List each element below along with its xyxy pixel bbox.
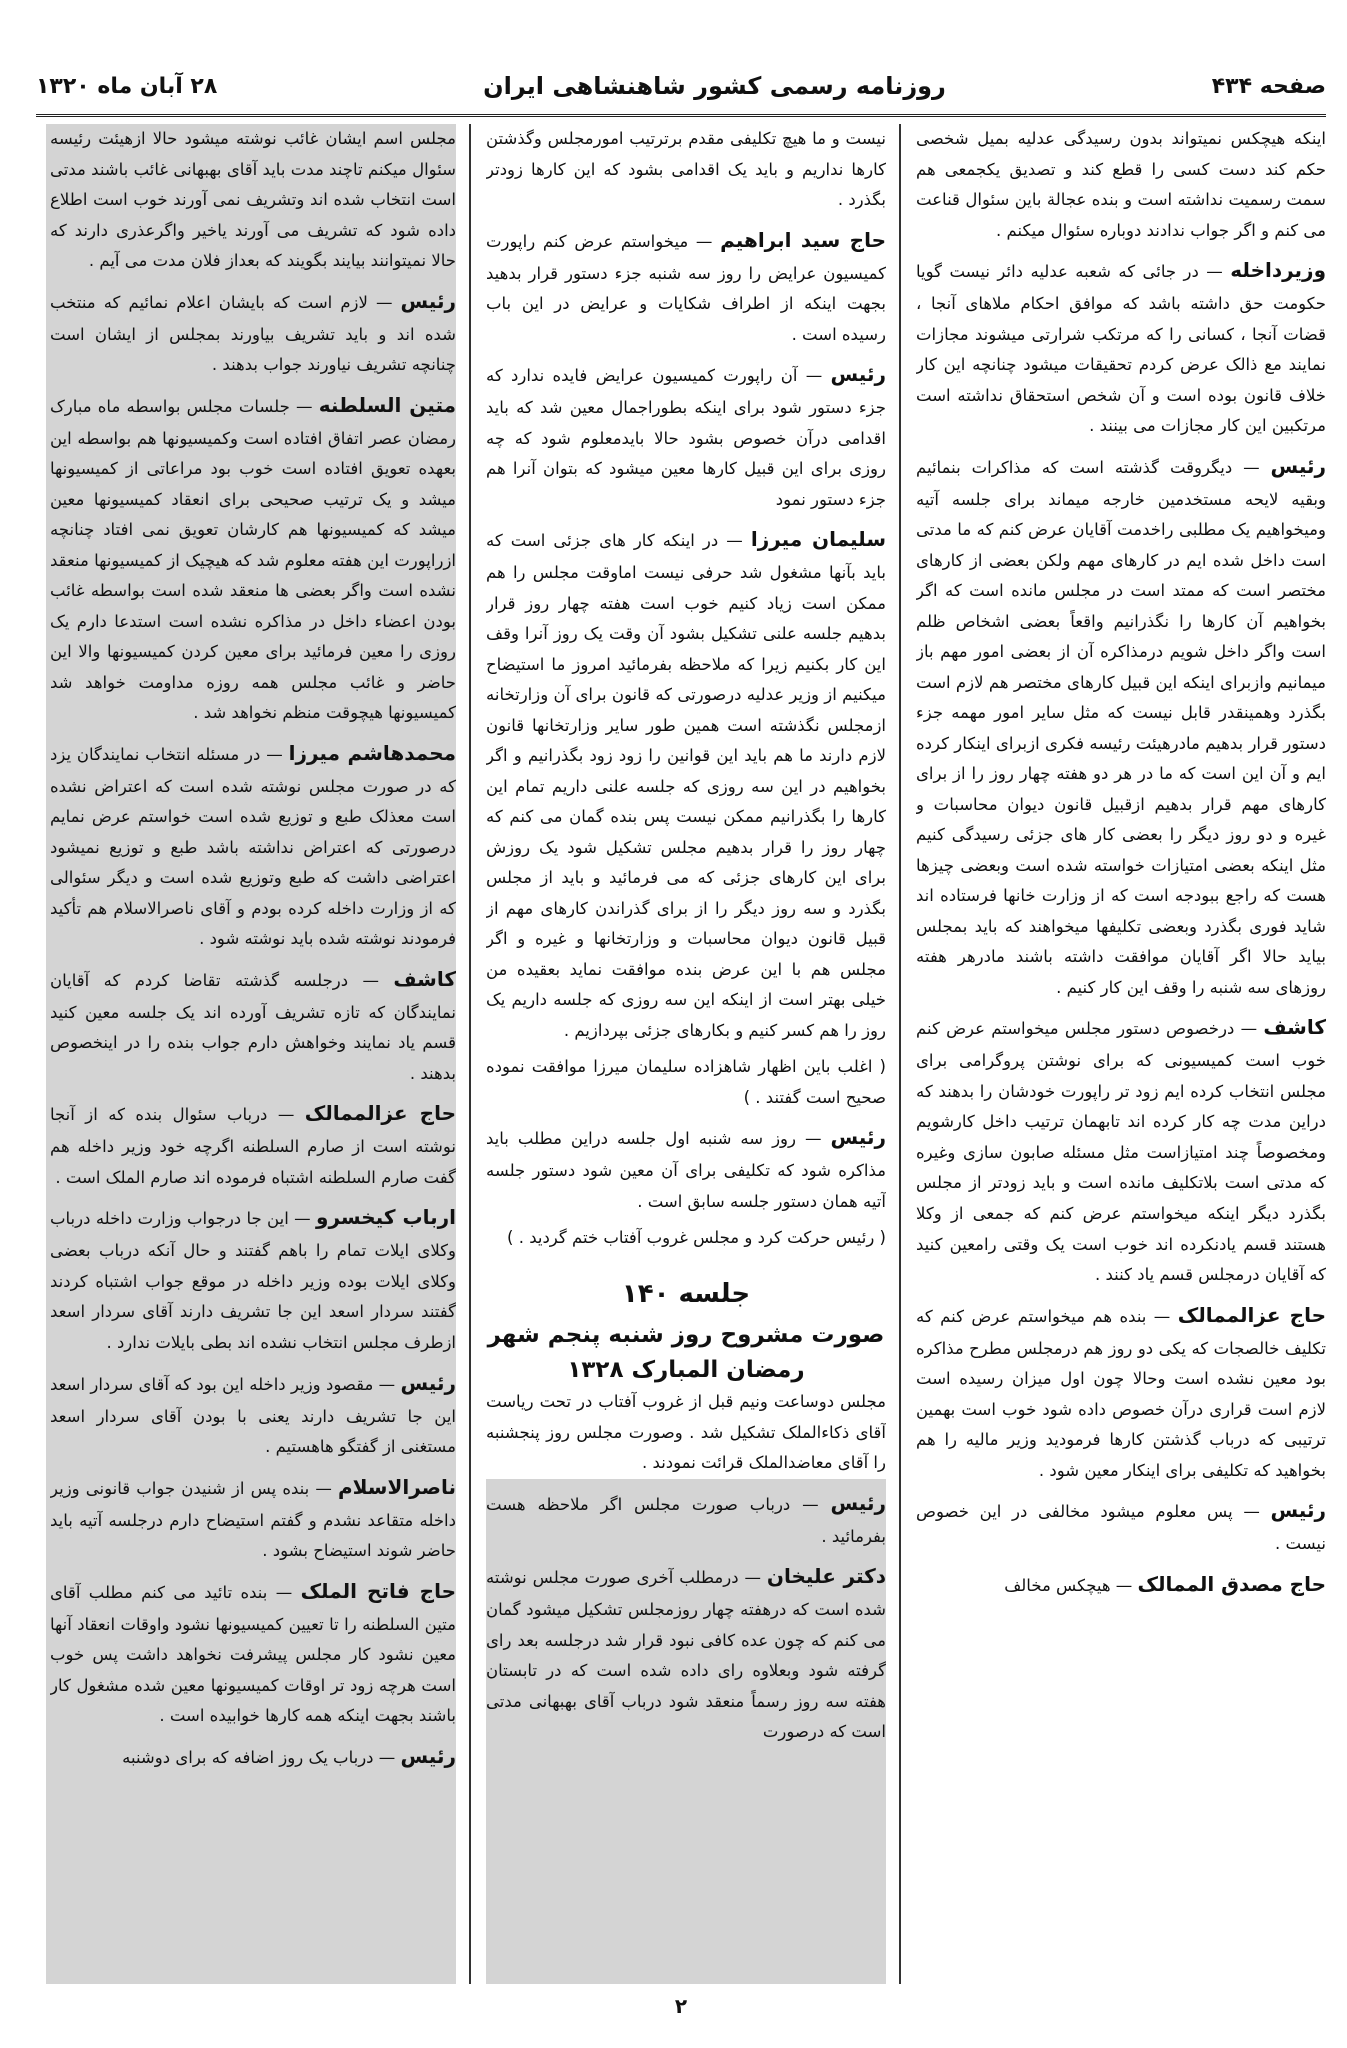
paragraph (486, 1387, 886, 1479)
paragraph (916, 448, 1326, 1004)
column-middle-text (486, 124, 886, 1254)
session-text (486, 1387, 886, 1748)
paragraph (50, 387, 456, 729)
session-title: صورت مشروح روز شنبه پنجم شهر رمضان المبارک ۱۳۲۸ (487, 1322, 885, 1383)
paragraph-text: — درباب یک روز اضافه که برای دوشنبه (122, 1747, 396, 1767)
issue-date: ۲۸ آبان ماه ۱۳۲۰ (36, 73, 218, 99)
paragraph-text: — لازم است که بایشان اعلام نمائیم که منتخب شده اند و باید تشریف بیاورند بمجلس از ایشان است چنانچه تشریف نیاورند جواب بدهند . (50, 292, 456, 375)
paragraph-text: — بنده پس از شنیدن جواب قانونی وزیر داخله متقاعد نشدم و گفتم استیضاح دارم درجلسه آتیه باید حاضر شوند استیضاح بشود . (50, 1478, 456, 1561)
paragraph (50, 1738, 456, 1775)
session-heading (486, 1260, 886, 1387)
paragraph (50, 735, 456, 955)
session-number: جلسه ۱۴۰ (621, 1278, 751, 1309)
page-label: صفحه ۴۳۴ (1211, 73, 1326, 99)
paragraph-text: ( رئیس حرکت کرد و مجلس غروب آفتاب ختم گردید . ) (507, 1228, 886, 1248)
paragraph (486, 1119, 886, 1217)
paragraph (50, 1365, 456, 1463)
speaker-name: ناصرالاسلام (337, 1474, 456, 1499)
paragraph (50, 1199, 456, 1358)
speaker-name: رئیس (400, 1743, 456, 1768)
speaker-name: رئیس (1270, 453, 1326, 478)
paragraph (50, 124, 456, 277)
paragraph (486, 1223, 886, 1254)
column-divider (899, 124, 901, 1984)
page-number: ۲ (674, 1994, 688, 2018)
paragraph (916, 1566, 1326, 1603)
paragraph (50, 961, 456, 1090)
paragraph-text: — در جائی که شعبه عدلیه دائر نیست گویا حکومت حق داشته باشد که موافق احکام ملاهای آنجا ، قضات آنجا ، کسانی را که مرتکب شرارتی میشوند مجازات نمایند مع ذالک عرض کردم تحقیقات میشود چنانچه این کار خلاف قانون بوده است و آن شخص استحقاق نداشته است مرتکبین این کار مجازات می بینند . (916, 262, 1326, 436)
paragraph (916, 124, 1326, 246)
paragraph-text: ( اغلب باین اظهار شاهزاده سلیمان میرزا موافقت نموده صحیح است گفتند . ) (486, 1057, 886, 1107)
speaker-name: رئیس (830, 362, 886, 387)
column-right (916, 124, 1326, 1994)
speaker-name: رئیس (400, 288, 456, 313)
speaker-name: حاج مصدق الممالک (1137, 1571, 1326, 1596)
paragraph (50, 283, 456, 381)
speaker-name: رئیس (1270, 1498, 1326, 1523)
paragraph-text: — میخواستم عرض کنم راپورت کمیسیون عرایض را روز سه شنبه جزء دستور قرار بدهید بجهت اینکه از اطراف شکایات و عرایض در این باب رسیده است . (486, 231, 886, 344)
paragraph-text: — بنده تائید می کنم مطلب آقای متین السلطنه را تا تعیین کمیسیونها نشود واوقات انعقاد آنها معین نشود کار مجلس پیشرفت نخواهد داشت پس خوب است هرچه زود تر اوقات کمیسیونها معین شده مشغول کار باشند بجهت اینکه همه کارها خوابیده است . (50, 1582, 456, 1726)
speaker-name: دکتر علیخان (766, 1564, 886, 1589)
speaker-name: سلیمان میرزا (750, 527, 886, 552)
paragraph (486, 222, 886, 351)
paragraph-text: — این جا درجواب وزارت داخله درباب وکلای ایلات تمام را باهم گفتند و حال آنکه درباب بعضی وکلای ایلات بوده وزیر داخله در موقع جواب اشتباه کردند گفتند سردار اسعد این جا تشریف دارند آقای سردار اسعد ازطرف مجلس انتخاب نشده اند بطی بایلات ندارد . (50, 1209, 456, 1352)
paragraph-text: — جلسات مجلس بواسطه ماه مبارک رمضان عصر اتفاق افتاده است وکمیسیونها هم بواسطه این بعهده تعویق افتاده است خوب بود مراعاتی از کمیسیونها میشد و یک ترتیب صحیحی برای انعقاد کمیسیونها معین میشد که کمیسیونها هم کارشان تعویق نمی افتاد چنانچه ازراپورت این هفته معلوم شد که هیچیک از کمیسیونها منعقد نشده است واگر بعضی ها منعقد شده است بواسطه غائب بودن اعضاء داخل در مذاکره نشده است استدعا دارم یک روزی را معین فرمائید برای معین کردن کمیسیونها والا این حاضر و غائب مجلس همه روزه مداومت خواهد شد کمیسیونها هیچوقت منظم نخواهد شد . (50, 396, 456, 723)
paragraph-text: — آن راپورت کمیسیون عرایض فایده ندارد که جزء دستور شود برای اینکه بطوراجمال معین شد که باید اقدامی درآن خصوص بشود حالا بایدمعلوم شود که چه روزی برای این قبیل کارها معین میشود که بتوان آنرا هم جزء دستور نمود (486, 366, 886, 509)
newspaper-title: روزنامه رسمی کشور شاهنشاهی ایران (483, 72, 946, 100)
column-left (50, 124, 456, 1994)
paragraph-text: مجلس اسم ایشان غائب نوشته میشود حالا ازهیئت رئیسه سئوال میکنم تاچند مدت باید آقای بهبهانی غائب باشند مدتی است انتخاب شده اند وتشریف نمی آورند خوب است اطلاع داده شود که تشریف می آورند یاخیر واگرعذری دارند که حالا نمیتوانند بیایند بگویند که بعداز فلان مدت می آیم . (50, 129, 456, 271)
paragraph-text: — مقصود وزیر داخله این بود که آقای سردار اسعد این جا تشریف دارند یعنی با بودن آقای سردار اسعد مستغنی از گفتگو هاهستیم . (50, 1374, 456, 1457)
paragraph (50, 1469, 456, 1567)
paragraph-text: — بنده هم میخواستم عرض کنم که تکلیف خالصجات که یکی دو روز هم درمجلس مطرح مذاکره بود معین نشده است وحالا چون اول میزان رسیده است لازم است قراری درآن خصوص داده شود خوب است بهمین ترتیبی که درباب گذشتن کارها فرمودید وزیر مالیه را هم بخواهید که تکلیفی برای اینکار معین شود . (916, 1306, 1326, 1480)
paragraph (50, 1095, 456, 1193)
speaker-name: رئیس (400, 1370, 456, 1395)
paragraph (916, 1009, 1326, 1290)
speaker-name: رئیس (830, 1125, 886, 1150)
paragraph-text: — هیچکس مخالف (1004, 1575, 1133, 1595)
paragraph-text: نیست و ما هیچ تکلیفی مقدم برترتیب امورمجلس وگذشتن کارها نداریم و باید یک اقدامی بشود که این کارها زودتر بگذرد . (486, 129, 886, 210)
paragraph-text: — پس معلوم میشود مخالفی در این خصوص نیست . (916, 1502, 1326, 1554)
paragraph-text: — دیگروقت گذشته است که مذاکرات بنمائیم وبقیه لایحه مستخدمین خارجه میماند برای جلسه آتیه ومیخواهیم یک مطلبی راخدمت آقایان عرض کنم که ما مدتی است داخل شده ایم در کارهای مهم ولکن بعضی از کارهای مختصر است که ممتد است در مجلس مانده است که اگر بخواهیم آن کارها را نگذرانیم واقعاً بعضی اشخاص ظلم است واگر داخل شویم درمذاکره آن از بعضی امور مهم باز میمانیم وازبرای اینکه این قبیل کارهای مختصر هم لازم است بگذرد وهمینقدر قابل نیست که مثل سایر امور مهمه جزء دستور قرار بدهیم مادرهیئت رئیسه فکری ازبرای اینکار کرده ایم و آن این است که ما در هر دو هفته چهار روز را از برای کارهای مهم قرار بدهیم ازقبیل قانون دیوان محاسبات و غیره و دو روز دیگر را بعضی کار های جزئی رسیدگی کنیم مثل اینکه بعضی امتیازات خواسته شده است وبعضی چیزها هست که راجع ببودجه است که از وزارت خانها فرستاده اند شاید فوری بگذرد وبعضی تکلیفها میخواهند که باید بمجلس بیاید حالا اگر آقایان موافقت داشته باشند مادرهر هفته روزهای سه شنبه را وقف این کار کنیم . (916, 457, 1326, 997)
paragraph (486, 1052, 886, 1113)
paragraph (486, 124, 886, 216)
paragraph-text: — درخصوص دستور مجلس میخواستم عرض کنم خوب است کمیسیونی که برای نوشتن پروگرامی برای مجلس انتخاب کرده ایم زود تر راپورت خودشان را بدهند که دراین مدت چه کار کرده اند تابهمان ترتیب داخل کارشویم ومخصوصاً چند امتیازاست مثل مسئله صابون سازی وغیره که مدتی است بلاتکلیف مانده است و باید زودتر از مجلس بگذرد دیگر اینکه میخواستم عرض کنم که جمعی از وکلا هستند قسم یادنکرده اند خوب است یک وقتی رامعین کنید که آقایان درمجلس قسم یاد کنند . (916, 1019, 1326, 1285)
paragraph (486, 1558, 886, 1748)
paragraph-text: مجلس دوساعت ونیم قبل از غروب آفتاب در تحت ریاست آقای ذکاءالملک تشکیل شد . وصورت مجلس روز پنجشنبه را آقای معاضدالملک قرائت نمودند . (486, 1392, 886, 1473)
paragraph-text: — درباب سئوال بنده که از آنجا نوشته است از صارم السلطنه اگرچه خود وزیر داخله هم گفت صارم السلطنه اشتباه فرموده اند صارم الملک است . (50, 1105, 456, 1187)
paragraph-text: — در اینکه کار های جزئی است که باید بآنها مشغول شد حرفی نیست اماوقت مجلس را هم ممکن است زیاد کنیم خوب است هفته چهار روز قرار بدهیم جلسه علنی تشکیل بشود آن وقت یک روز آنرا وقف این کار بکنیم زیرا که ملاحظه بفرمائید امروز ما استیضاح میکنیم از وزیر عدلیه درصورتی که قانون برای آن وزارتخانه ازمجلس نگذشته است همین طور سایر وزارتخانها قانون لازم دارند ما هم باید این قوانین را زود زود بگذرانیم و اگر بخواهیم در این سه روزی که جلسه علنی داریم تمام این کارها را بگذرانیم ممکن نیست پس بنده گمان می کنم که چهار روز را قرار بدهیم مجلس تشکیل شود یک روزش برای این کارهای جزئی که می فرمائید و باید از مجلس بگذرد و سه روز دیگر را از برای گذراندن کارهای مهم از قبیل قانون دیوان محاسبات و وزارتخانها و غیره و اگر مجلس هم با این عرض بنده موافقت نماید بعقیده من خیلی بهتر است از اینکه این سه روزی که جلسه داریم یک روز را هم کسر کنیم و بکارهای جزئی بپردازیم . (486, 531, 886, 1040)
speaker-name: حاج سید ابراهیم (720, 227, 886, 252)
paragraph-text: — در مسئله انتخاب نمایندگان یزد که در صورت مجلس نوشته شده است که اعتراض نشده است معذلک طبع و توزیع شده است خواستم عرض نمایم درصورتی که اعتراض نداشته باشد طبع و توزیع نمیشود اعتراضی داشت که طبع وتوزیع شده است و دیگر سئوالی که از وزارت داخله کرده بودم و آقای ناصرالاسلام هم تأکید فرمودند نوشته شده باید نوشته شود . (50, 744, 456, 949)
paragraph (486, 356, 886, 515)
speaker-name: وزیرداخله (1230, 258, 1326, 283)
column-divider (469, 124, 471, 1984)
speaker-name: رئیس (830, 1490, 886, 1515)
speaker-name: حاج فاتح الملک (300, 1578, 456, 1603)
paragraph (916, 1492, 1326, 1560)
speaker-name: محمدهاشم میرزا (288, 740, 456, 765)
newspaper-page (36, 24, 1326, 2024)
paragraph-text: اینکه هیچکس نمیتواند بدون رسیدگی عدلیه بمیل شخصی حکم کند دست کسی را قطع کند و تصدیق یکجمعی هم سمت رسمیت نداشته است و بنده عجالة باین سئوال قناعت می کنم و اگر جواب ندادند دوباره سئوال میکنم . (916, 129, 1326, 240)
paragraph-text: — درجلسه گذشته تقاضا کردم که آقایان نمایندگان که تازه تشریف آورده اند یک جلسه معین کنید قسم یاد نمایند وخواهش دارم جواب بنده را در اینخصوص بدهند . (50, 970, 456, 1083)
paragraph-text: — روز سه شنبه اول جلسه دراین مطلب باید مذاکره شود که تکلیفی برای آن معین شود دستور جلسه آتیه همان دستور جلسه سابق است . (486, 1129, 886, 1211)
paragraph (916, 1297, 1326, 1487)
speaker-name: کاشف (1263, 1015, 1326, 1040)
page-header (36, 58, 1326, 117)
paragraph (50, 1573, 456, 1732)
speaker-name: حاج عزالممالک (1177, 1302, 1326, 1327)
speaker-name: کاشف (393, 966, 456, 991)
speaker-name: متین السلطنه (318, 392, 456, 417)
paragraph-text: — درباب صورت مجلس اگر ملاحظه هست بفرمائید . (486, 1494, 886, 1546)
paragraph-text: — درمطلب آخری صورت مجلس نوشته شده است که درهفته چهار روزمجلس تشکیل میشود گمان می کنم که چون عده کافی نبود قرار شد درجلسه بعد رای گرفته شود وبعلاوه رای داده شده است که در تابستان هفته سه روز رسماً منعقد شود درباب آقای بهبهانی مدتی است که درصورت (486, 1568, 886, 1742)
paragraph (916, 252, 1326, 442)
column-middle (486, 124, 886, 1994)
paragraph (486, 1485, 886, 1553)
speaker-name: ارباب کیخسرو (316, 1205, 456, 1230)
paragraph (486, 521, 886, 1046)
speaker-name: حاج عزالممالک (304, 1101, 456, 1126)
